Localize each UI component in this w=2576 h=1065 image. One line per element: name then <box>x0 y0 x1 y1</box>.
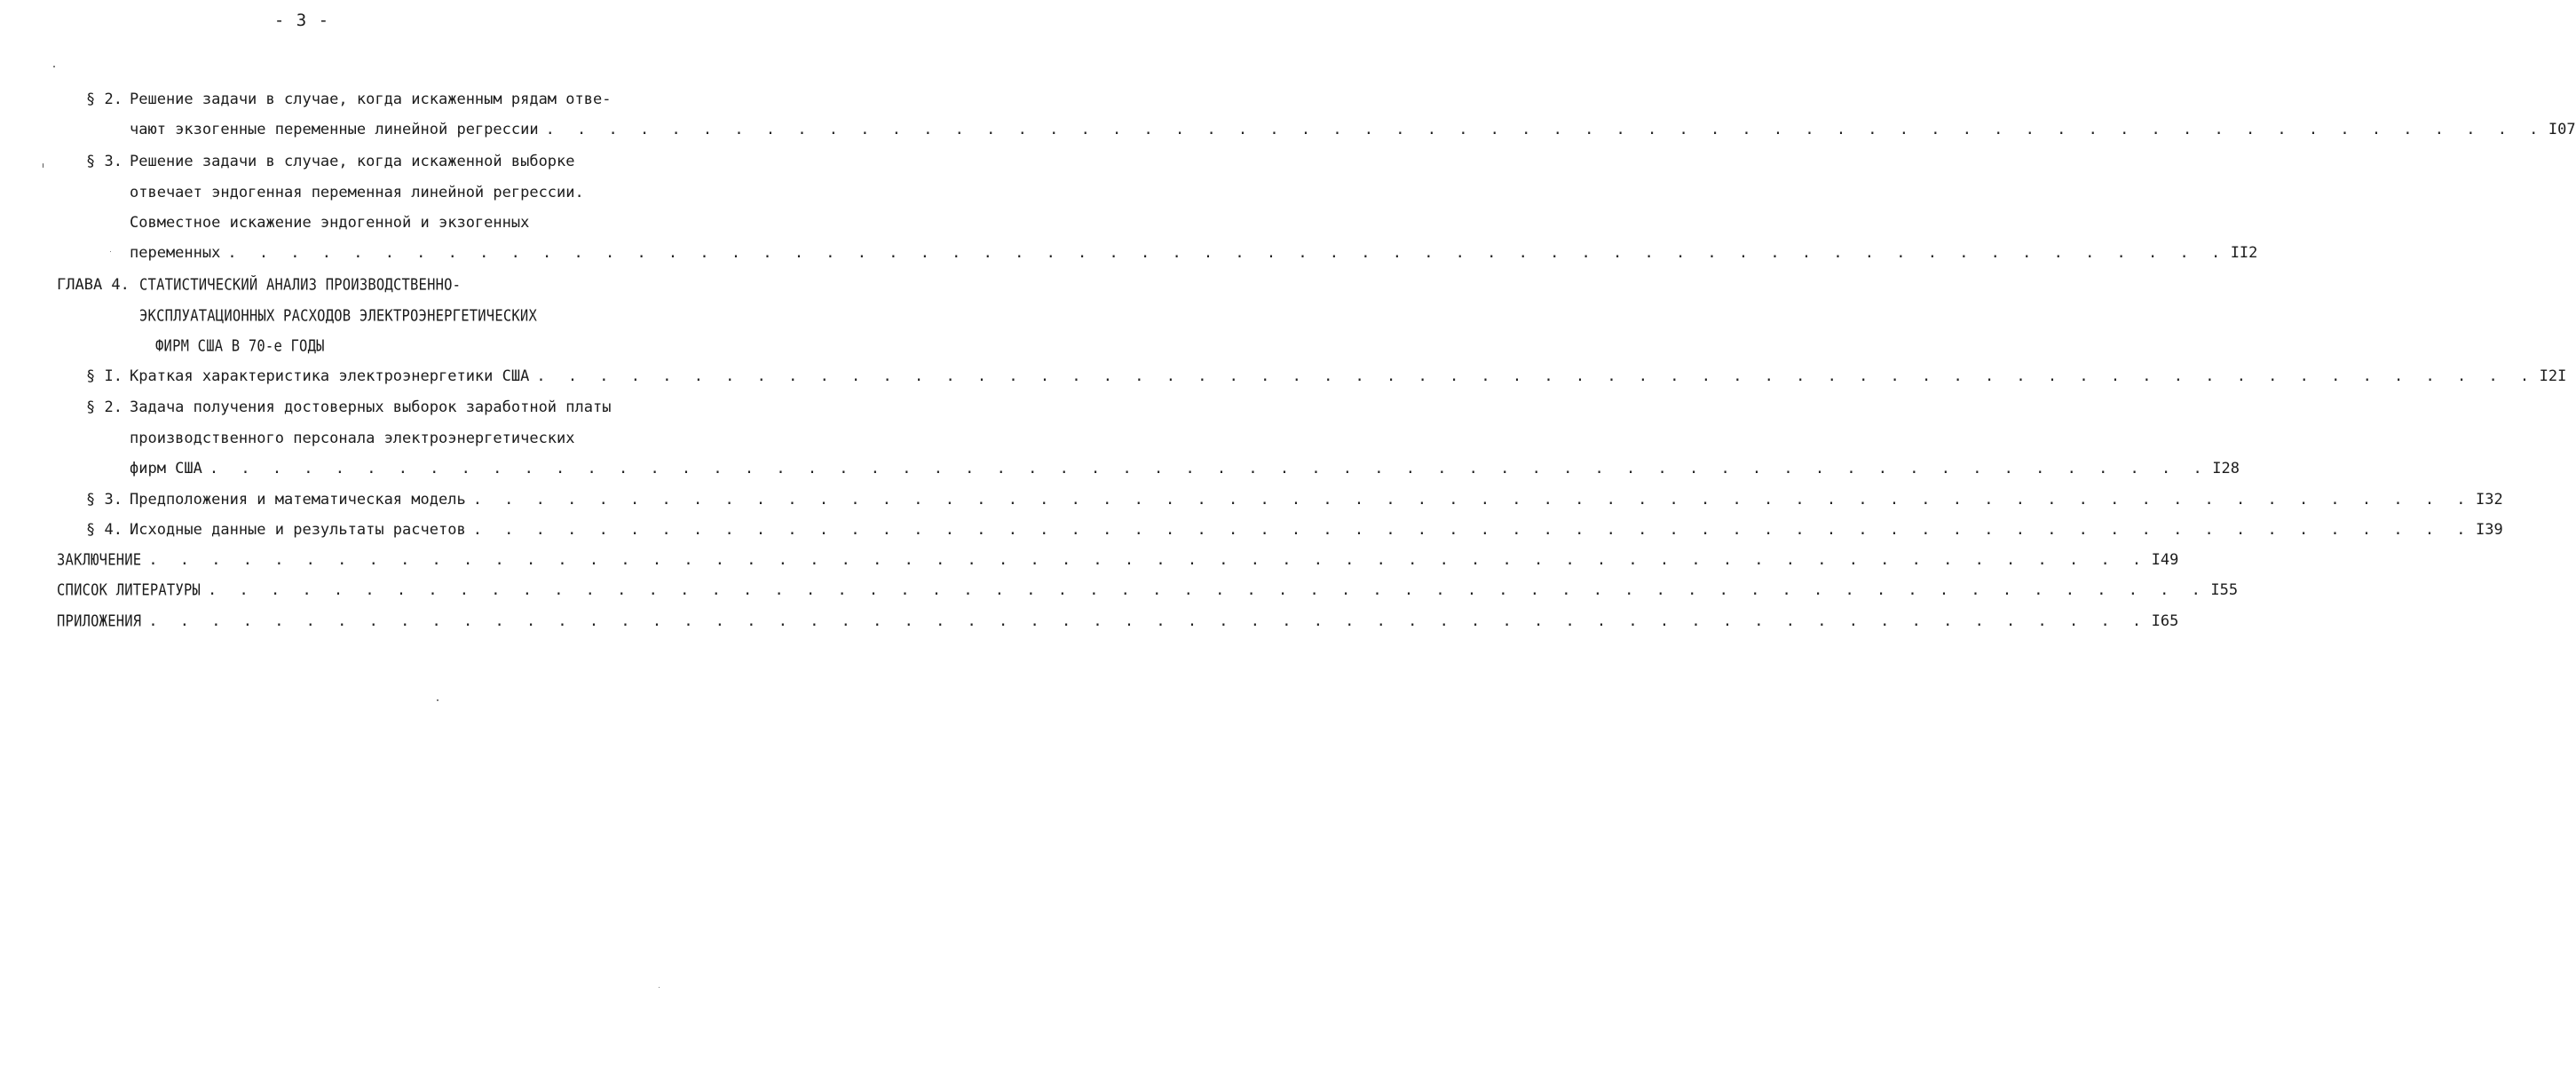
chapter-title: СТАТИСТИЧЕСКИЙ АНАЛИЗ ПРОИЗВОДСТВЕННО- <box>139 275 462 295</box>
toc-entry-text: отвечает эндогенная переменная линейной регрессии. <box>130 184 584 201</box>
toc-entry-appendices <box>57 610 2179 633</box>
toc-entry-text: СПИСОК ЛИТЕРАТУРЫ <box>57 580 201 600</box>
chapter-label: ГЛАВА 4. <box>57 276 130 294</box>
dot-leader: . . . . . . . . . . . . . . . . . . . . . . . . . . . . . . . . . . . . . . . . . . . . . . . . . . . . . . . . . . . . . . . . <box>472 521 2473 539</box>
section-symbol: § I. <box>86 367 122 385</box>
dot-leader: . . . . . . . . . . . . . . . . . . . . . . . . . . . . . . . . . . . . . . . . . . . . . . . . . . . . . . . . . . . . . . . . <box>209 460 2209 477</box>
toc-entry-text: Решение задачи в случае, когда искаженным рядам отве- <box>130 91 612 108</box>
dot-leader: . . . . . . . . . . . . . . . . . . . . . . . . . . . . . . . . . . . . . . . . . . . . . . . . . . . . . . . . . . . . . . . . <box>227 244 2227 262</box>
toc-entry-text: фирм США <box>130 460 202 477</box>
dot-leader: . . . . . . . . . . . . . . . . . . . . . . . . . . . . . . . . . . . . . . . . . . . . . . . . . . . . . . . . . . . . . . . . <box>208 581 2208 599</box>
section-symbol: § 2. <box>86 398 122 416</box>
scan-speck <box>53 66 55 67</box>
section-symbol: § 3. <box>86 153 122 170</box>
toc-entry-conclusion <box>57 548 2179 572</box>
dot-leader: . . . . . . . . . . . . . . . . . . . . . . . . . . . . . . . . . . . . . . . . . . . . . . . . . . . . . . . . . . . . . . . . <box>472 491 2473 509</box>
chapter-title: ЭКСПЛУАТАЦИОННЫХ РАСХОДОВ ЭЛЕКТРОЭНЕРГЕТИЧЕСКИХ <box>139 306 537 326</box>
toc-page-number: I07 <box>2548 121 2576 138</box>
page-number: - 3 - <box>273 11 330 30</box>
chapter-title: ФИРМ США В 70-е ГОДЫ <box>155 336 325 356</box>
toc-page-number: I32 <box>2476 491 2503 509</box>
section-symbol: § 2. <box>86 91 122 108</box>
toc-page-number: I2I <box>2539 367 2567 385</box>
toc-page-number: I65 <box>2151 612 2179 630</box>
toc-entry-text: Решение задачи в случае, когда искаженной выборке <box>130 153 575 170</box>
toc-entry-text: ЗАКЛЮЧЕНИЕ <box>57 550 142 570</box>
toc-page-number: I39 <box>2476 521 2503 539</box>
scan-speck <box>110 251 111 252</box>
toc-page-number: II2 <box>2230 244 2258 262</box>
toc-page-number: I49 <box>2151 551 2179 569</box>
dot-leader: . . . . . . . . . . . . . . . . . . . . . . . . . . . . . . . . . . . . . . . . . . . . . . . . . . . . . . . . . . . . . . . . <box>148 612 2148 630</box>
dot-leader: . . . . . . . . . . . . . . . . . . . . . . . . . . . . . . . . . . . . . . . . . . . . . . . . . . . . . . . . . . . . . . . . <box>536 367 2536 385</box>
section-symbol: § 4. <box>86 521 122 539</box>
toc-entry-text: Предположения и математическая модель <box>130 491 466 509</box>
toc-entry-text: производственного персонала электроэнергетических <box>130 430 575 447</box>
toc-page-number: I55 <box>2210 581 2239 599</box>
toc-entry-text: Задача получения достоверных выборок заработной платы <box>130 398 612 416</box>
toc-entry-text: Краткая характеристика электроэнергетики США <box>130 367 530 385</box>
toc-entry-text: Совместное искажение эндогенной и экзогенных <box>130 214 530 232</box>
dot-leader: . . . . . . . . . . . . . . . . . . . . . . . . . . . . . . . . . . . . . . . . . . . . . . . . . . . . . . . . . . . . . . . . <box>545 121 2545 138</box>
toc-page-number: I28 <box>2212 460 2240 477</box>
toc-entry-text: ПРИЛОЖЕНИЯ <box>57 611 142 631</box>
toc-entry-text: переменных <box>130 244 221 262</box>
scan-speck <box>437 699 439 701</box>
section-symbol: § 3. <box>86 491 122 509</box>
dot-leader: . . . . . . . . . . . . . . . . . . . . . . . . . . . . . . . . . . . . . . . . . . . . . . . . . . . . . . . . . . . . . . . . <box>148 551 2148 569</box>
toc-entry-references <box>57 579 2239 602</box>
scan-speck <box>659 987 660 988</box>
toc-entry-text: Исходные данные и результаты расчетов <box>130 521 466 539</box>
toc-entry-text: чают экзогенные переменные линейной регрессии <box>130 121 539 138</box>
